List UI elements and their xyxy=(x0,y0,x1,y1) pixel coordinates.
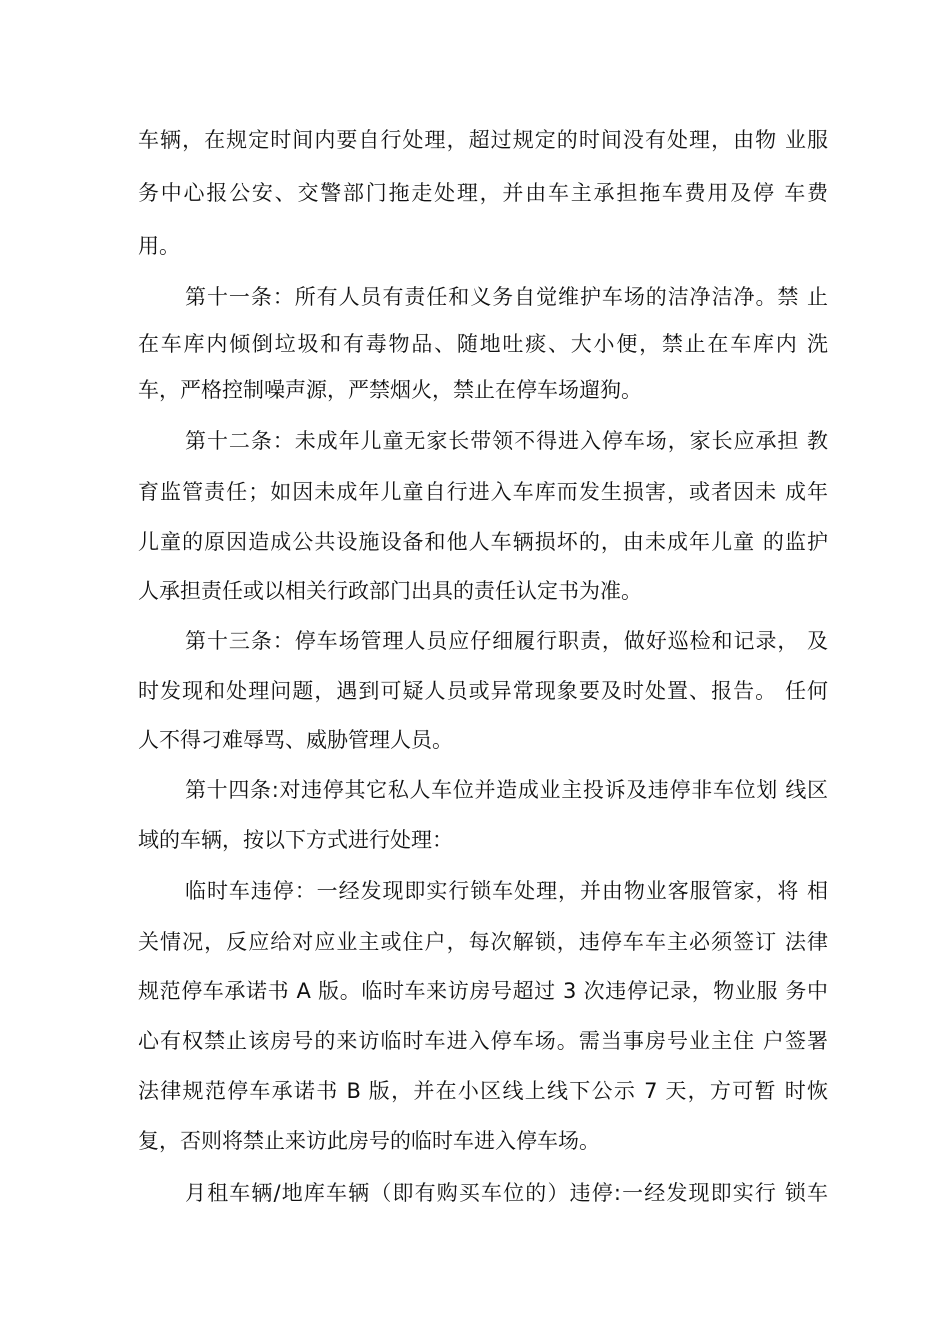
text-line-10: 人承担责任或以相关行政部门出具的责任认定书为准。 xyxy=(138,579,642,603)
text-line-12: 时发现和处理问题，遇到可疑人员或异常现象要及时处置、报告。 任何 xyxy=(138,679,828,703)
text-line-17: 关情况，反应给对应业主或住户，每次解锁，违停车车主必须签订 法律 xyxy=(138,930,828,954)
text-line-7: 第十二条：未成年儿童无家长带领不得进入停车场，家长应承担 教 xyxy=(185,429,828,453)
text-line-13: 人不得刁难辱骂、威胁管理人员。 xyxy=(138,728,453,752)
text-line-14: 第十四条:对违停其它私人车位并造成业主投诉及违停非车位划 线区 xyxy=(185,778,828,802)
text-line-6: 车，严格控制噪声源，严禁烟火，禁止在停车场遛狗。 xyxy=(138,378,642,402)
text-line-1: 车辆，在规定时间内要自行处理，超过规定的时间没有处理，由物 业服 xyxy=(138,128,828,152)
text-line-4: 第十一条：所有人员有责任和义务自觉维护车场的洁净洁净。禁 止 xyxy=(185,285,828,309)
text-line-3: 用。 xyxy=(138,234,180,258)
text-line-5: 在车库内倾倒垃圾和有毒物品、随地吐痰、大小便，禁止在车库内 洗 xyxy=(138,332,828,356)
text-line-9: 儿童的原因造成公共设施设备和他人车辆损坏的，由未成年儿童 的监护 xyxy=(138,530,828,554)
text-line-21: 复，否则将禁止来访此房号的临时车进入停车场。 xyxy=(138,1129,600,1153)
text-line-20: 法律规范停车承诺书 B 版，并在小区线上线下公示 7 天，方可暂 时恢 xyxy=(138,1079,828,1103)
text-line-2: 务中心报公安、交警部门拖走处理，并由车主承担拖车费用及停 车费 xyxy=(138,181,828,205)
text-line-22: 月租车辆/地库车辆（即有购买车位的）违停:一经发现即实行 锁车 xyxy=(185,1181,828,1205)
text-line-8: 育监管责任；如因未成年儿童自行进入车库而发生损害，或者因未 成年 xyxy=(138,480,828,504)
text-line-15: 域的车辆，按以下方式进行处理： xyxy=(138,828,453,852)
text-line-18: 规范停车承诺书 A 版。临时车来访房号超过 3 次违停记录，物业服 务中 xyxy=(138,979,828,1003)
text-line-19: 心有权禁止该房号的来访临时车进入停车场。需当事房号业主住 户签署 xyxy=(138,1029,828,1053)
text-line-11: 第十三条：停车场管理人员应仔细履行职责，做好巡检和记录， 及 xyxy=(185,629,828,653)
text-line-16: 临时车违停：一经发现即实行锁车处理，并由物业客服管家，将 相 xyxy=(185,879,828,903)
